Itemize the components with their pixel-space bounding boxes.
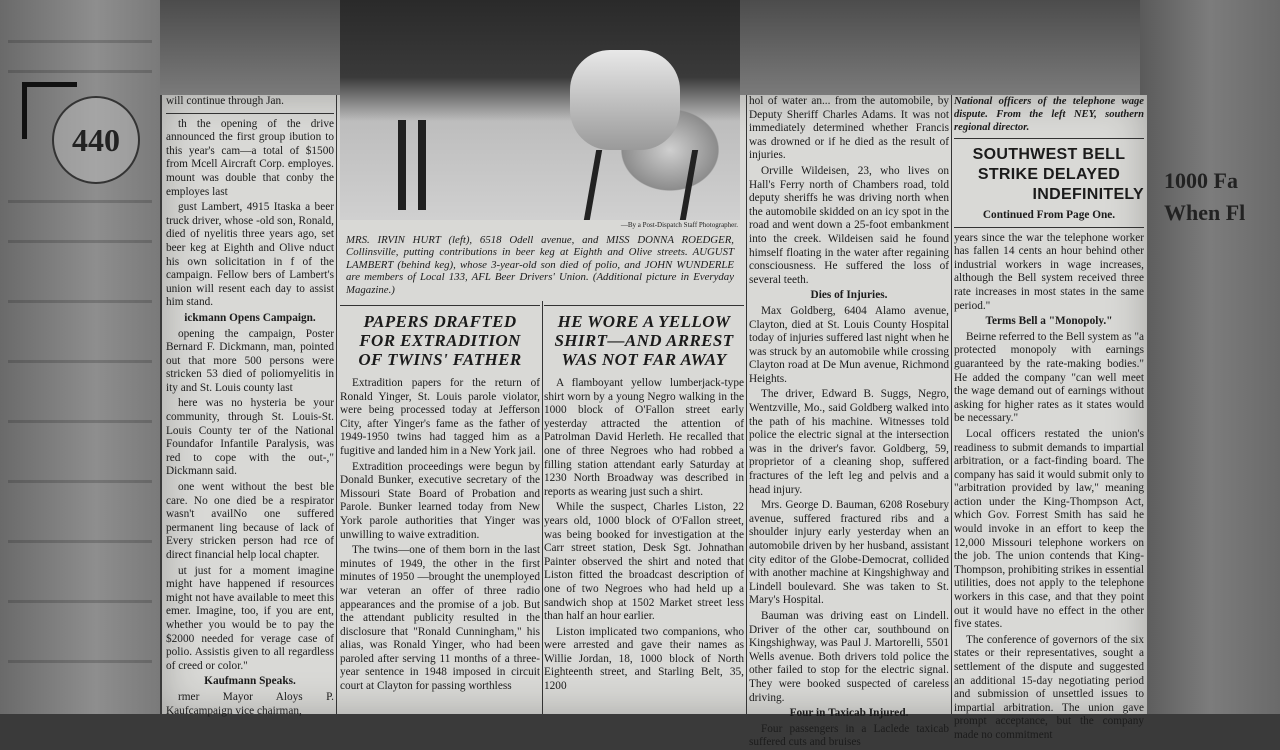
photo-figures [370, 120, 450, 210]
column-rule [542, 301, 543, 714]
continued-from-label: Continued From Page One. [982, 209, 1116, 221]
col3-paragraph: A flamboyant yellow lumberjack-type shirt worn by a young Negro walking in the 1000 block of O'Fallon street early yesterday attracted the attention of Patrolman David Herleth. He recalled that one of three Negroes who had robbed a filling station attendant early Saturday at 1230 North Broadway was described in reports as wearing just such a shirt. [544, 377, 744, 498]
col4-paragraph: Mrs. George D. Bauman, 6208 Rosebury avenue, suffered fractured ribs and a shoulder injury early yesterday when an automobile driven by her husband, assistant city editor of the Globe-Democrat, collided with another machine at Kingshighway and Lindell boulevard. She was taken to St. Mary's Hospital. [749, 499, 949, 607]
col5-paragraph: years since the war the telephone worker has fallen 14 cents an hour behind other industrial workers in wage increases, although the Bell system received three rate increases in most states in the same period." [954, 231, 1144, 312]
col1-subhead: ickmann Opens Campaign. [184, 311, 316, 324]
col1-paragraph: rmer Mayor Aloys P. Kaufcampaign vice chairman, [166, 690, 334, 717]
col4-paragraph: Max Goldberg, 6404 Alamo avenue, Clayton, died at St. Louis County Hospital today of injuries suffered last night when he was struck by an automobile while crossing Clayton road at De Mun avenue, Richmond Heights. [749, 304, 949, 385]
col4-paragraph: Four passengers in a Laclede taxicab suffered cuts and bruises [749, 722, 949, 749]
newspaper-page [162, 95, 1147, 749]
headline-extradition: PAPERS DRAFTED FOR EXTRADITION OF TWINS' FATHER [358, 312, 522, 369]
headline-yellow-shirt: HE WORE A YELLOW SHIRT—AND ARREST WAS NOT FAR AWAY [554, 312, 734, 369]
col4-paragraph: The driver, Edward B. Suggs, Negro, Wentzville, Mo., said Goldberg walked into the path of his machine. Witnesses told police the electric signal at the intersection was in the driver's favor. Goldberg, 59, proprietor of a cleaning shop, suffered fractures of the left leg and pelvis and a head injury. [749, 388, 949, 496]
adjacent-page-right [1140, 0, 1280, 714]
col5-paragraph: The conference of governors of the six states or their representatives, sought a settlement of the dispute and suggested an additional 15-day negotiating period and submission of unsettled issues to impartial arbitration. The union gave prompt acceptance, but the company made no commitment [954, 633, 1144, 741]
col1-paragraph: one went without the best ble care. No one died be a respirator wasn't availNo one suffered permanent ling because of lack of Every stricken person had rce of direct financial help local chapter. [166, 481, 334, 561]
col1-paragraph: th the opening of the drive announced the first group ibution to this year's cam—a total of $1500 from Mcell Aircraft Corp. employes. mount was double that conby the employes last [166, 117, 334, 198]
photo-caption-block [338, 217, 742, 297]
divider [954, 138, 1144, 139]
col2-paragraph: The twins—one of them born in the last minutes of 1949, the other in the first minutes of 1950 —brought the unemployed war veteran an offer of three radio appearances and the promise of a job. But the attendant publicity resulted in the disclosure that "Ronald Cunningham," his alias, was Ronald Yinger, who had been paroled after serving 11 months of a three-year sentence in 1948 imposed in circuit court at Clayton for passing worthless [340, 544, 540, 693]
column-rule [336, 95, 337, 714]
column-4 [749, 95, 949, 749]
photo-keg-stand [584, 150, 698, 220]
col5-photo-caption-fragment: National officers of the telephone wage dispute. From the left NEY, southern regional director. [954, 96, 1144, 133]
col4-top-paragraph: hol of water an... from the automobile, by Deputy Sheriff Charles Adams. It was not immediately determined whether Francis was drowned or if he died as the result of injuries. [749, 95, 949, 162]
col4-paragraph: Orville Wildeisen, 23, who lives on Hall's Ferry north of Chambers road, told deputy sheriffs he was driving north when the automobile skidded on an icy spot in the road and went down a 25-foot embankment into the creek. Wildeisen said he found himself floating in the water after regaining consciousness. He suffered the loss of several teeth. [749, 164, 949, 286]
column-2 [340, 301, 540, 714]
news-photo [340, 0, 740, 220]
col1-paragraph: here was no hysteria be your community, through St. Louis-St. Louis County ter of the National Foundafor Infantile Paralysis, was red to cope with the out-," Dickmann said. [166, 397, 334, 478]
col2-paragraph: Extradition proceedings were begun by Donald Bunker, executive secretary of the Missouri State Board of Probation and Parole. Bunker learned today from New York parole authorities that Yinger was unwilling to waive extradition. [340, 460, 540, 541]
page-number-stamp: 440 [52, 96, 140, 184]
column-1 [166, 95, 334, 717]
column-3 [544, 301, 744, 714]
col1-subhead: Kaufmann Speaks. [204, 675, 296, 688]
col4-paragraph: Bauman was driving east on Lindell. Driver of the other car, southbound on Kingshighway, was Paul J. Martorelli, 5501 Wells avenue. Both drivers told police the other failed to stop for the electric signal. They were booked suspected of careless driving. [749, 609, 949, 704]
column-5 [954, 95, 1144, 741]
right-fragment-line-1: 1000 Fa [1164, 168, 1238, 193]
col1-paragraph: opening the campaign, Poster Bernard F. Dickmann, man, pointed out that more 500 persons were stricken 53 died of poliomyelitis in ity and St. Louis county last [166, 327, 334, 394]
column-rule [951, 95, 952, 714]
col4-subhead: Four in Taxicab Injured. [789, 707, 909, 720]
right-fragment-line-2: When Fl [1164, 200, 1246, 225]
col5-paragraph: Local officers restated the union's readiness to submit demands to impartial arbitration, or a fact-finding board. The company has said it would submit only to "arbitration provided by law," meaning action under the King-Thompson Act, which Gov. Forrest Smith has said he would invoke in an effort to keep the 12,000 Missouri telephone workers on the job. The union contends that King-Thompson, prohibiting strikes in essential utilities, does not apply to the telephone workers in this case, and that they point out it would have no effect in the other five states. [954, 427, 1144, 631]
col2-paragraph: Extradition papers for the return of Ronald Yinger, St. Louis parole violator, were being processed today at Jefferson City, after Yinger's fame as the father of 1949-1950 twins had tagged him as a fugitive and landed him in a New York jail. [340, 377, 540, 457]
col1-paragraph: gust Lambert, 4915 Itaska a beer truck driver, whose -old son, Ronald, died of nyelitis three years ago, set beer keg at Eighth and Olive nduct his own solicitation in f of the campaign. Fellow bers of Lambert's union will resent each day to assist him stand. [166, 201, 334, 309]
divider [954, 227, 1144, 228]
divider [166, 113, 334, 114]
col1-top-line: will continue through Jan. [166, 95, 284, 107]
col3-paragraph: While the suspect, Charles Liston, 22 years old, 1000 block of O'Fallon street, was being booked for investigation at the Carr street station, Desk Sgt. Johnathan Painter observed the shirt and noted that Liston fitted the broadcast description of one of two Negroes who had held up a sandwich shop at 1502 Market street less than half an hour earlier. [544, 501, 744, 623]
col5-paragraph: Beirne referred to the Bell system as "a protected monopoly with earnings guaranteed by the rate-making bodies." He added the company "can well meet the wage demand out of earnings without asking for higher rates as it states would be necessary." [954, 330, 1144, 425]
col3-paragraph: Liston implicated two companions, who were arrested and gave their names as Willie Jordan, 18, 1000 block of North Eighteenth street, and Starling Belt, 35, 1200 [544, 625, 744, 693]
col5-subhead: Terms Bell a "Monopoly." [985, 315, 1113, 328]
photo-caption: MRS. IRVIN HURT (left), 6518 Odell avenue, and MISS DONNA ROEDGER, Collinsville, putting contributions in beer keg at Eighth and Olive streets. AUGUST LAMBERT (behind keg), whose 3-year-old son died of polio, and JOHN WUNDERLE are members of Local 133, AFL Beer Drivers' Union. (Additional picture in Everyday Magazine.) [346, 233, 734, 296]
headline-southwest-bell: SOUTHWEST BELL STRIKE DELAYED INDEFINITELY [972, 146, 1144, 203]
col1-paragraph: ut just for a moment imagine might have happened if resources might not have available to meet this emer. Imagine, too, if you are ent, whether you would be to pay the $2000 needed for verage case of polio. Assistis given to all regardless of creed or color." [166, 564, 334, 672]
divider [340, 305, 540, 306]
col4-subhead: Dies of Injuries. [810, 289, 888, 302]
column-rule [746, 95, 747, 714]
divider [544, 305, 744, 306]
photo-beer-keg [570, 50, 680, 150]
photo-credit: —By a Post-Dispatch Staff Photographer. [620, 221, 738, 229]
